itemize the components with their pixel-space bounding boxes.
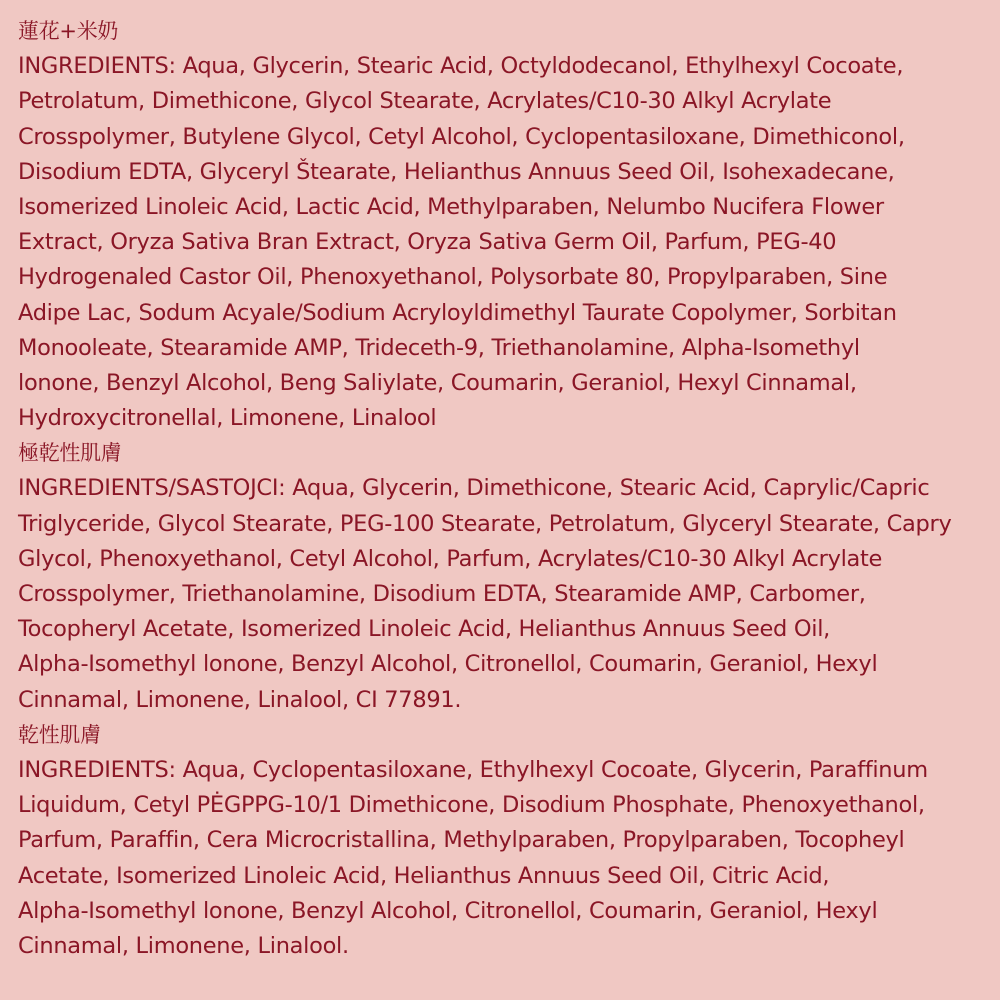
ingredient-line: INGREDIENTS: Aqua, Glycerin, Stearic Acid, Octyldodecanol, Ethylhexyl Cocoate,	[18, 53, 904, 80]
ingredient-section-lotus-rice-milk	[18, 14, 992, 436]
ingredient-line: Petrolatum, Dimethicone, Glycol Stearate, Acrylates/C10-30 Alkyl Acrylate	[18, 88, 832, 115]
ingredient-line: Tocopheryl Acetate, Isomerized Linoleic Acid, Helianthus Annuus Seed Oil,	[18, 616, 831, 643]
ingredient-section-dry-skin	[18, 718, 992, 964]
ingredient-line: Alpha-Isomethyl lonone, Benzyl Alcohol, Citronellol, Coumarin, Geraniol, Hexyl	[18, 897, 878, 924]
ingredient-line: Glycol, Phenoxyethanol, Cetyl Alcohol, Parfum, Acrylates/C10-30 Alkyl Acrylate	[18, 545, 883, 572]
ingredient-line: Disodium EDTA, Glyceryl Štearate, Helianthus Annuus Seed Oil, Isohexadecane,	[18, 158, 895, 185]
section-title: 極乾性肌膚	[18, 441, 122, 466]
section-title: 乾性肌膚	[18, 722, 101, 747]
ingredient-line: Crosspolymer, Triethanolamine, Disodium EDTA, Stearamide AMP, Carbomer,	[18, 581, 866, 607]
ingredient-line: Alpha-Isomethyl lonone, Benzyl Alcohol, Citronellol, Coumarin, Geraniol, Hexyl	[18, 651, 878, 678]
ingredient-line: Adipe Lac, Sodum Acyale/Sodium Acryloyldimethyl Taurate Copolymer, Sorbitan	[18, 299, 897, 326]
ingredient-line: Parfum, Paraffin, Cera Microcristallina, Methylparaben, Propylparaben, Tocopheyl	[18, 827, 905, 854]
ingredient-line: Hydrogenaled Castor Oil, Phenoxyethanol, Polysorbate 80, Propylparaben, Sine	[18, 264, 888, 291]
ingredient-line: Acetate, Isomerized Linoleic Acid, Helianthus Annuus Seed Oil, Citric Acid,	[18, 862, 830, 889]
ingredient-line: Crosspolymer, Butylene Glycol, Cetyl Alcohol, Cyclopentasiloxane, Dimethiconol,	[18, 123, 905, 150]
section-title: 蓮花+米奶	[18, 19, 119, 43]
ingredient-line: INGREDIENTS/SASTOJCI: Aqua, Glycerin, Dimethicone, Stearic Acid, Caprylic/Capric	[18, 475, 930, 502]
ingredient-line: INGREDIENTS: Aqua, Cyclopentasiloxane, Ethylhexyl Cocoate, Glycerin, Paraffinum	[18, 756, 928, 783]
ingredient-line: Liquidum, Cetyl PĖGPPG-10/1 Dimethicone, Disodium Phosphate, Phenoxyethanol,	[18, 792, 925, 819]
ingredient-line: Cinnamal, Limonene, Linalool.	[18, 932, 349, 959]
ingredient-line: Cinnamal, Limonene, Linalool, CI 77891.	[18, 686, 462, 713]
ingredient-section-very-dry-skin	[18, 436, 992, 718]
ingredient-line: Triglyceride, Glycol Stearate, PEG-100 Stearate, Petrolatum, Glyceryl Stearate, Capry	[18, 510, 952, 537]
ingredient-line: Isomerized Linoleic Acid, Lactic Acid, Methylparaben, Nelumbo Nucifera Flower	[18, 193, 884, 220]
ingredient-line: Monooleate, Stearamide AMP, Trideceth-9, Triethanolamine, Alpha-Isomethyl	[18, 334, 860, 361]
ingredient-line: lonone, Benzyl Alcohol, Beng Saliylate, Coumarin, Geraniol, Hexyl Cinnamal,	[18, 369, 857, 396]
ingredient-line: Hydroxycitronellal, Limonene, Linalool	[18, 405, 437, 432]
ingredient-line: Extract, Oryza Sativa Bran Extract, Oryza Sativa Germ Oil, Parfum, PEG-40	[18, 229, 837, 256]
